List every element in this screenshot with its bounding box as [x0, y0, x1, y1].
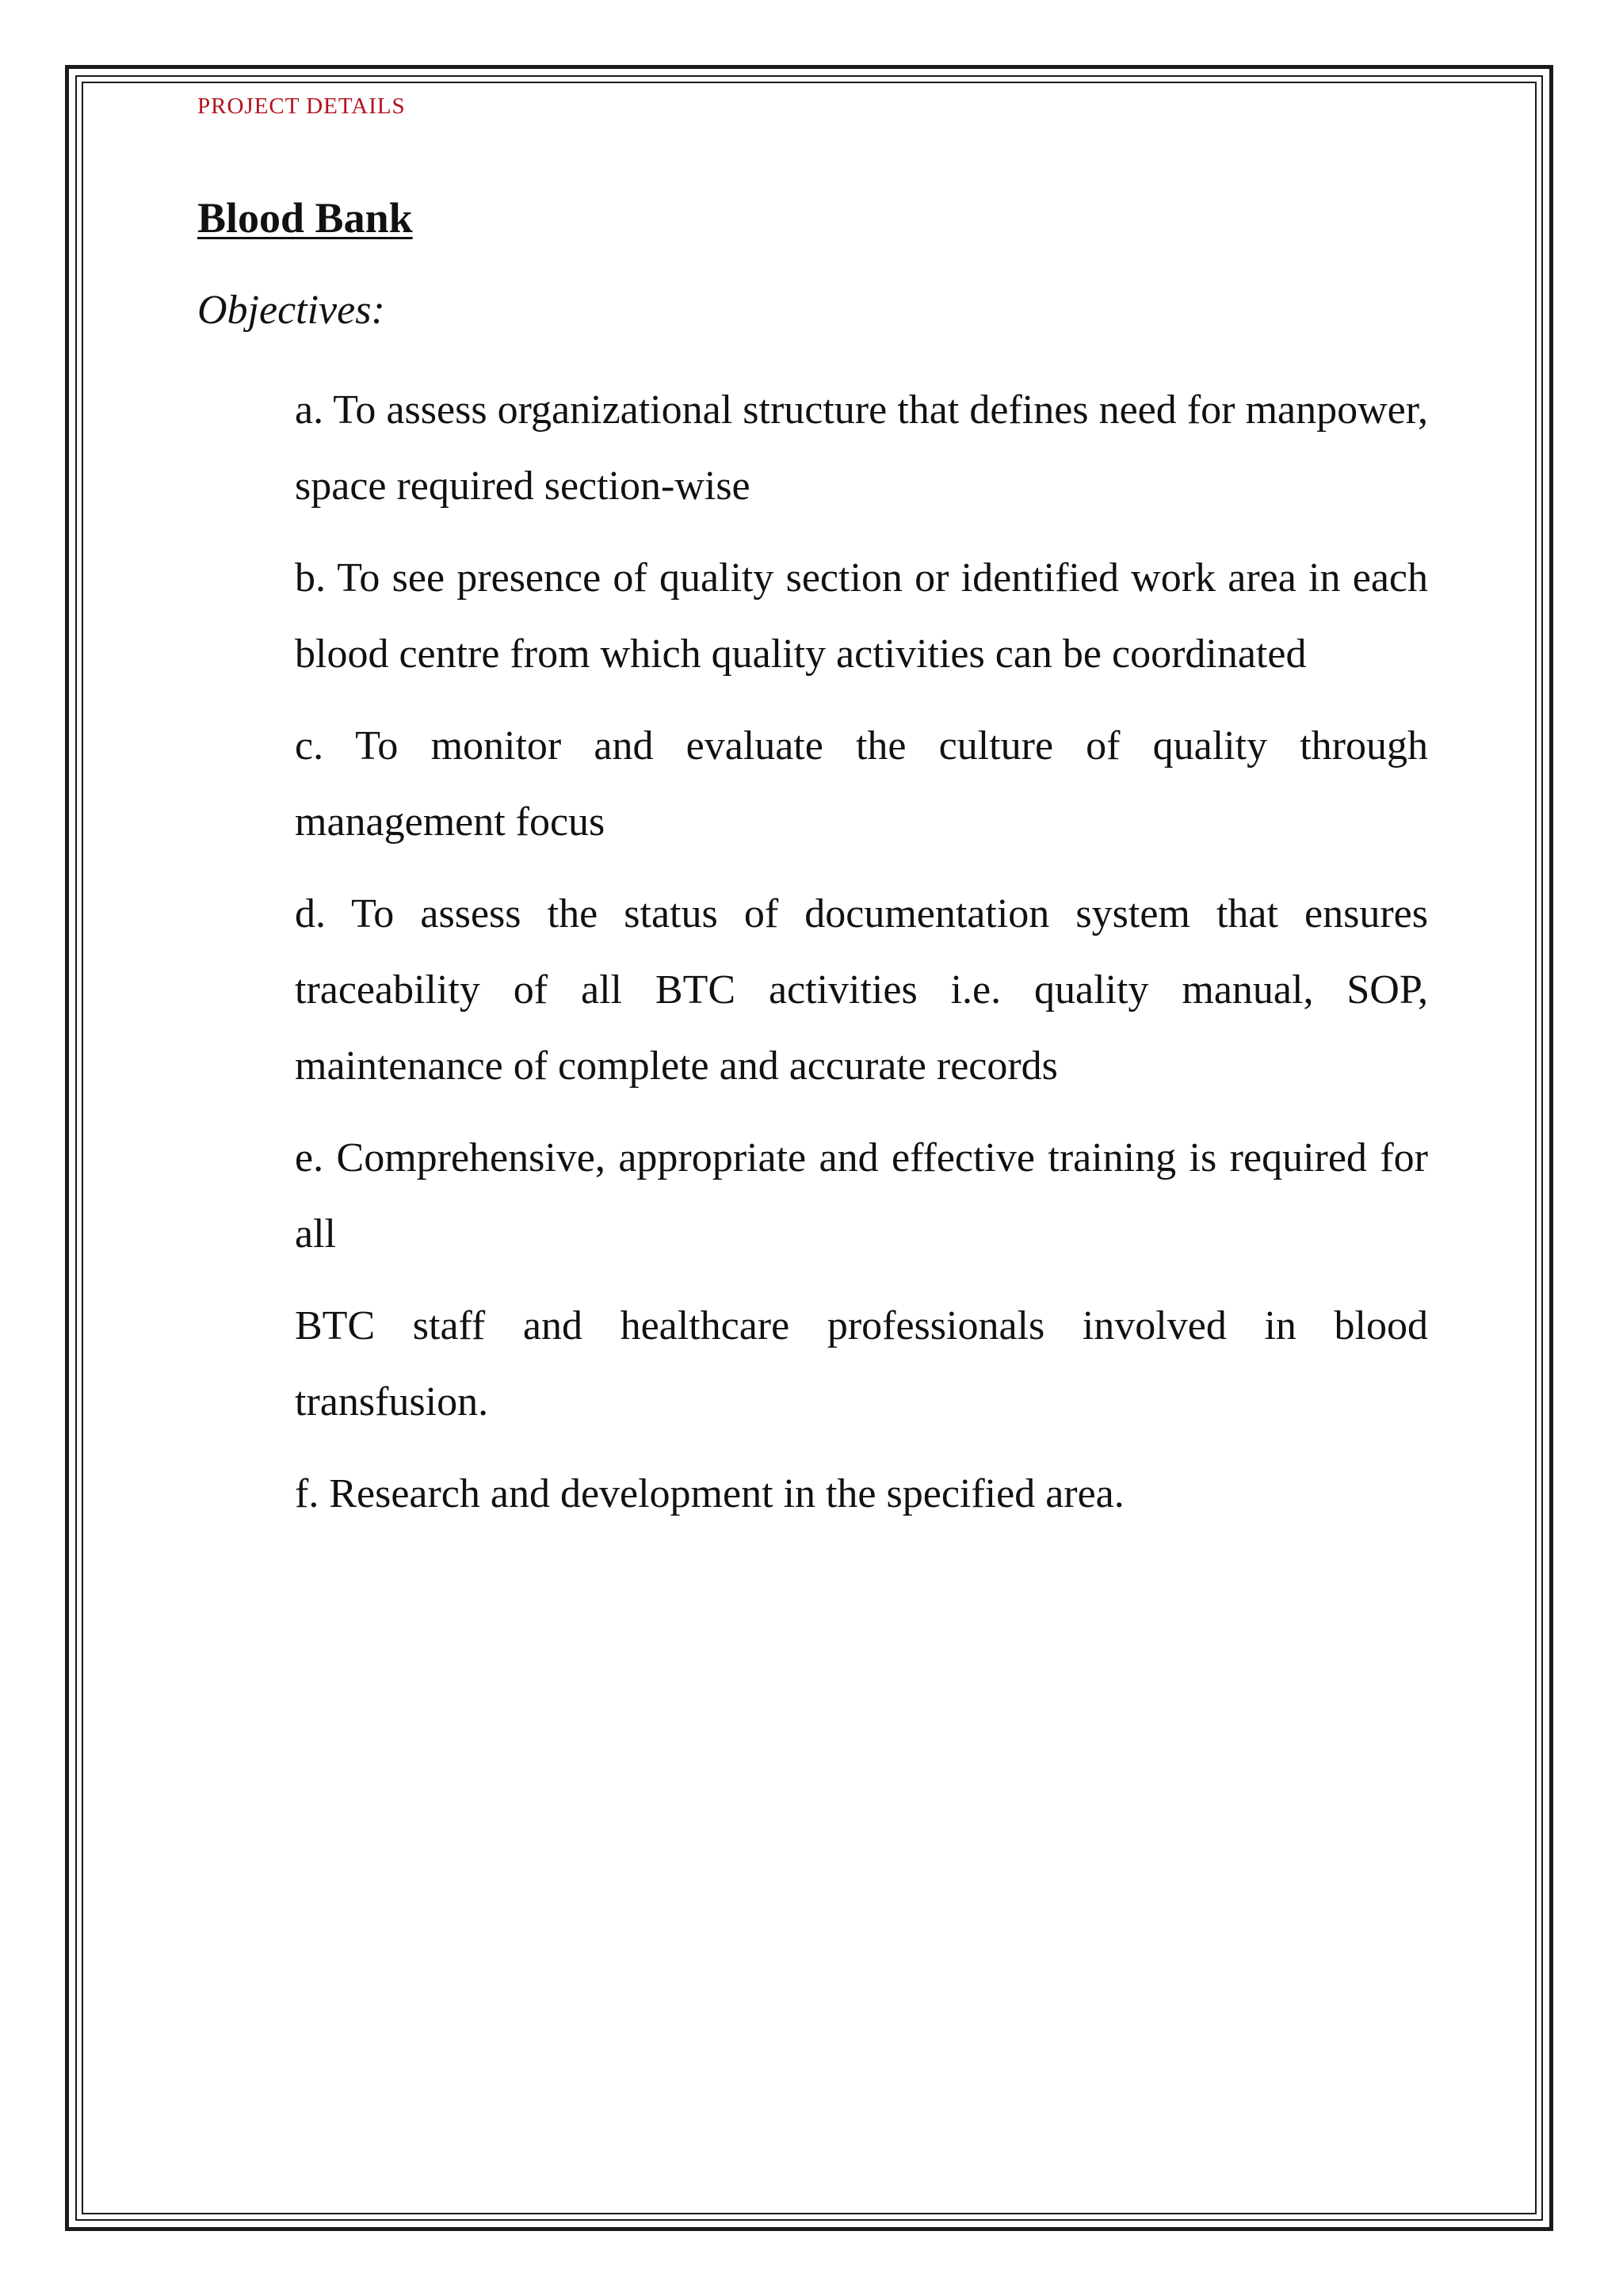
- objective-item-e-continued: BTC staff and healthcare professionals involved in blood transfusion.: [295, 1303, 1428, 1425]
- objective-item-e: e. Comprehensive, appropriate and effective training is required for all: [295, 1135, 1428, 1257]
- objective-item-c: c. To monitor and evaluate the culture of quality through management focus: [295, 723, 1428, 845]
- objective-item-f: f. Research and development in the specified area.: [295, 1471, 1125, 1516]
- objectives-list: [295, 372, 1428, 1548]
- section-header-label: PROJECT DETAILS: [197, 93, 406, 119]
- objectives-heading: Objectives:: [197, 288, 385, 333]
- document-title: Blood Bank: [197, 194, 413, 242]
- objective-item-d: d. To assess the status of documentation system that ensures traceability of all BTC activities i.e. quality manual, SOP, maintenance of complete and accurate records: [295, 891, 1428, 1089]
- objective-item-b: b. To see presence of quality section or identified work area in each blood centre from which quality activities can be coordinated: [295, 555, 1428, 677]
- objective-item-a: a. To assess organizational structure that defines need for manpower, space required section-wise: [295, 387, 1428, 509]
